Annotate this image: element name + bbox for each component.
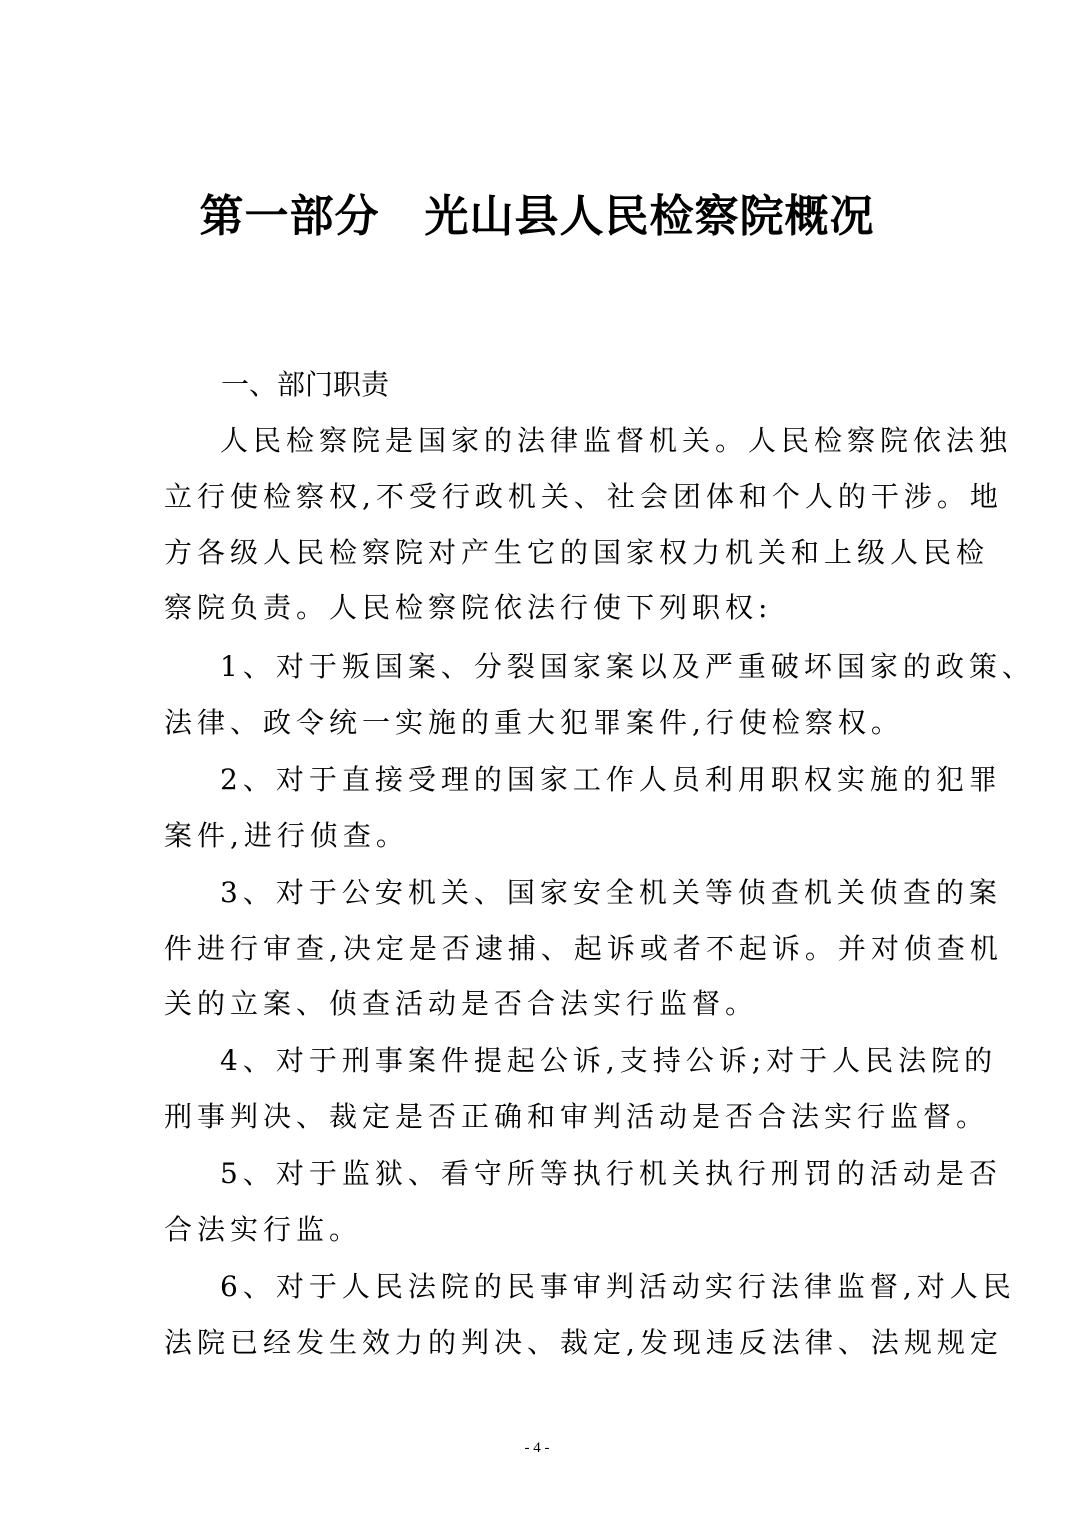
paragraph-line: 3、对于公安机关、国家安全机关等侦查机关侦查的案 — [220, 876, 1002, 909]
paragraph-line: 合法实行监。 — [164, 1213, 363, 1246]
page-number: - 4 - — [524, 1440, 550, 1456]
paragraph-line: 件进行审查,决定是否逮捕、起诉或者不起诉。并对侦查机 — [164, 932, 1003, 965]
paragraph-line: 5、对于监狱、看守所等执行机关执行刑罚的活动是否 — [220, 1157, 1002, 1190]
section-heading: 一、部门职责 — [221, 368, 390, 401]
paragraph-line: 6、对于人民法院的民事审判活动实行法律监督,对人民 — [220, 1270, 1016, 1303]
paragraph-line: 案件,进行侦查。 — [164, 819, 409, 852]
paragraph-line: 2、对于直接受理的国家工作人员利用职权实施的犯罪 — [220, 763, 1002, 796]
paragraph-line: 刑事判决、裁定是否正确和审判活动是否合法实行监督。 — [164, 1100, 990, 1133]
paragraph-line: 法律、政令统一实施的重大犯罪案件,行使检察权。 — [164, 706, 904, 739]
page-title: 第一部分 光山县人民检察院概况 — [199, 191, 875, 242]
paragraph-line: 人民检察院是国家的法律监督机关。人民检察院依法独 — [220, 424, 1013, 457]
paragraph-line: 方各级人民检察院对产生它的国家权力机关和上级人民检 — [164, 536, 990, 569]
paragraph-line: 察院负责。人民检察院依法行使下列职权: — [164, 591, 773, 624]
paragraph-line: 1、对于叛国案、分裂国家案以及严重破坏国家的政策、 — [220, 650, 1035, 683]
paragraph-line: 关的立案、侦查活动是否合法实行监督。 — [164, 987, 759, 1020]
paragraph-line: 4、对于刑事案件提起公诉,支持公诉;对于人民法院的 — [220, 1044, 998, 1077]
paragraph-line: 立行使检察权,不受行政机关、社会团体和个人的干涉。地 — [164, 480, 1003, 513]
paragraph-line: 法院已经发生效力的判决、裁定,发现违反法律、法规规定 — [164, 1326, 1003, 1359]
